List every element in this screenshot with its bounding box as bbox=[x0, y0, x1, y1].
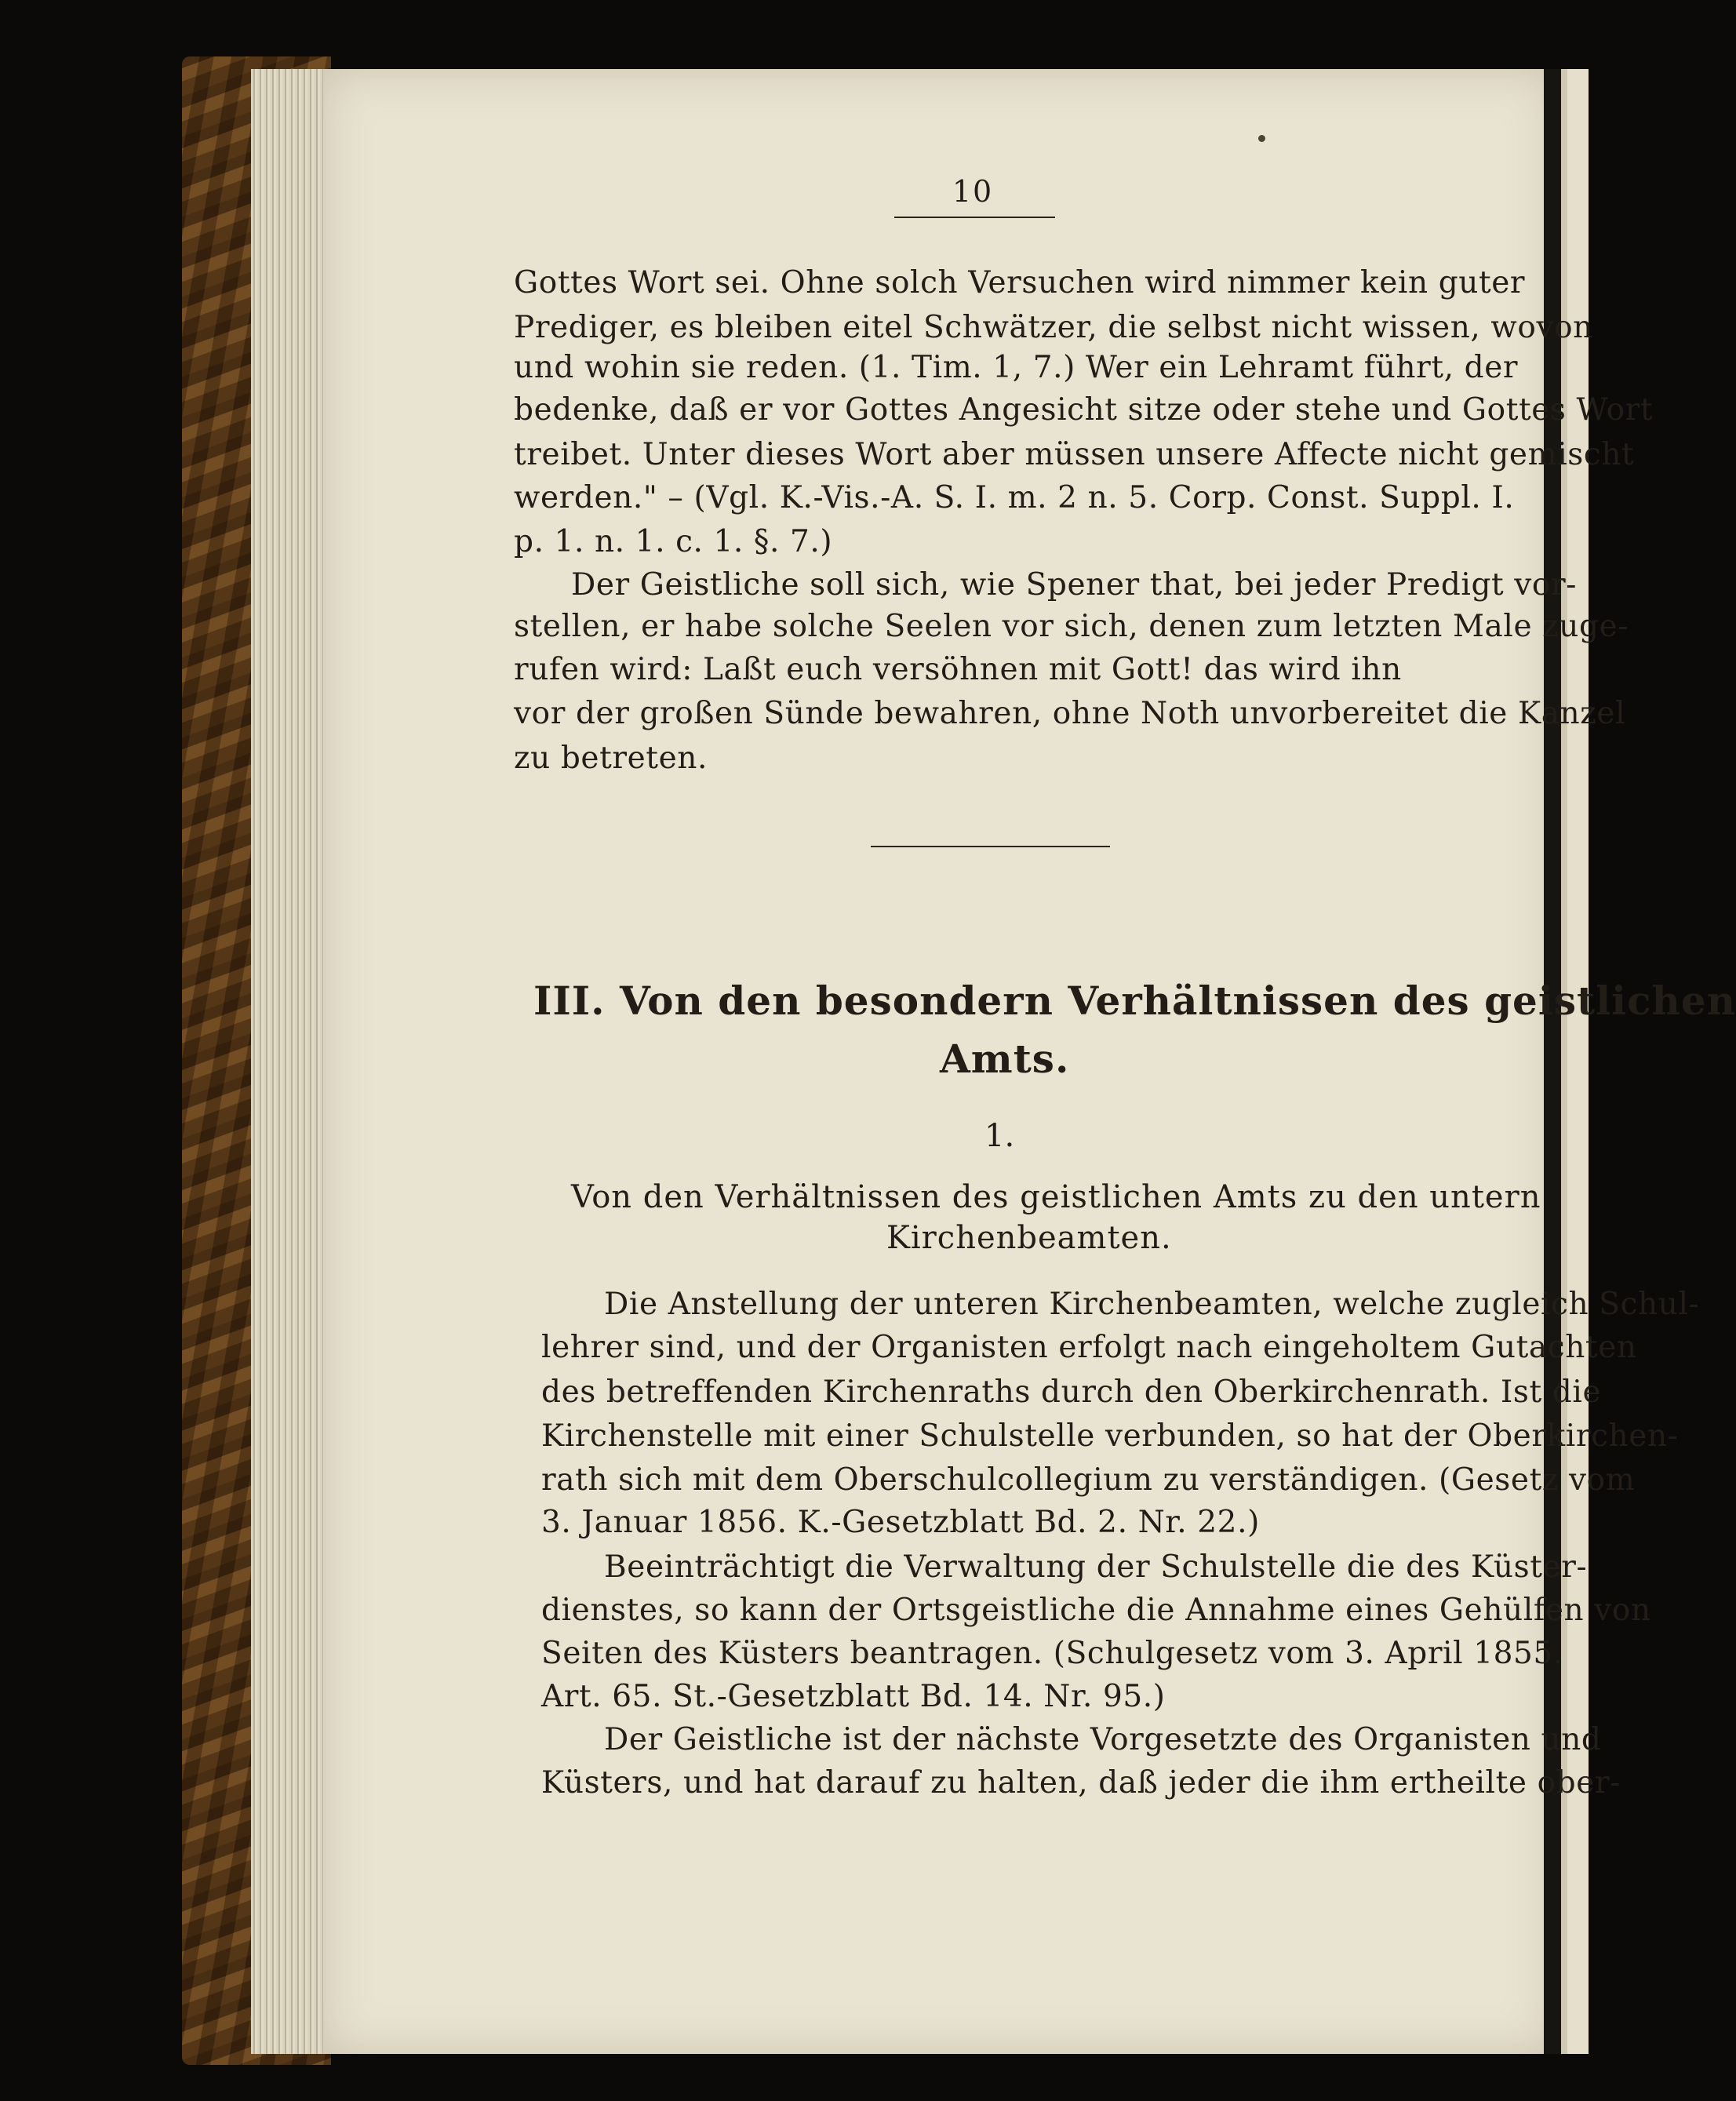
text-line: des betreffenden Kirchenraths durch den Oberkirchenrath. Ist die bbox=[541, 1375, 1602, 1410]
text-line: und wohin sie reden. (1. Tim. 1, 7.) Wer ein Lehramt führt, der bbox=[514, 350, 1519, 385]
ink-spot bbox=[1258, 135, 1265, 142]
subsection-number: 1. bbox=[984, 1118, 1015, 1154]
text-line: werden." – (Vgl. K.-Vis.-A. S. I. m. 2 n. 5. Corp. Const. Suppl. I. bbox=[514, 480, 1515, 515]
section-heading-continued: Amts. bbox=[940, 1036, 1070, 1082]
text-line: Der Geistliche ist der nächste Vorgesetzte des Organisten und bbox=[604, 1722, 1602, 1757]
text-line: lehrer sind, und der Organisten erfolgt nach eingeholtem Gutachten bbox=[541, 1330, 1637, 1365]
page-number-rule bbox=[894, 217, 1055, 218]
text-line: stellen, er habe solche Seelen vor sich, denen zum letzten Male zuge- bbox=[514, 609, 1629, 644]
page-number: 10 bbox=[952, 174, 994, 209]
text-line: Beeinträchtigt die Verwaltung der Schulstelle die des Küster- bbox=[604, 1549, 1588, 1585]
subsection-title-continued: Kirchenbeamten. bbox=[886, 1220, 1172, 1256]
text-line: rufen wird: Laßt euch versöhnen mit Gott! das wird ihn bbox=[514, 652, 1402, 687]
text-line: dienstes, so kann der Ortsgeistliche die Annahme eines Gehülfen von bbox=[541, 1593, 1651, 1628]
section-heading: III. Von den besondern Verhältnissen des geistlichen bbox=[533, 978, 1736, 1024]
text-line: Prediger, es bleiben eitel Schwätzer, die selbst nicht wissen, wovon bbox=[514, 310, 1593, 345]
text-line: Seiten des Küsters beantragen. (Schulgesetz vom 3. April 1855. bbox=[541, 1636, 1563, 1671]
text-line: Die Anstellung der unteren Kirchenbeamten, welche zugleich Schul- bbox=[604, 1287, 1700, 1322]
text-line: bedenke, daß er vor Gottes Angesicht sitze oder stehe und Gottes Wort bbox=[514, 392, 1654, 428]
text-line: Kirchenstelle mit einer Schulstelle verbunden, so hat der Oberkirchen- bbox=[541, 1418, 1679, 1454]
section-divider bbox=[871, 846, 1110, 847]
text-line: vor der großen Sünde bewahren, ohne Noth unvorbereitet die Kanzel bbox=[514, 696, 1626, 731]
text-line: p. 1. n. 1. c. 1. §. 7.) bbox=[514, 524, 833, 559]
text-line: Der Geistliche soll sich, wie Spener that, bei jeder Predigt vor- bbox=[571, 567, 1578, 603]
text-line: Gottes Wort sei. Ohne solch Versuchen wird nimmer kein guter bbox=[514, 265, 1526, 300]
text-line: rath sich mit dem Oberschulcollegium zu verständigen. (Gesetz vom bbox=[541, 1462, 1636, 1498]
text-line: treibet. Unter dieses Wort aber müssen unsere Affecte nicht gemischt bbox=[514, 437, 1635, 472]
text-line: Art. 65. St.-Gesetzblatt Bd. 14. Nr. 95.) bbox=[541, 1679, 1166, 1714]
text-line: 3. Januar 1856. K.-Gesetzblatt Bd. 2. Nr. 22.) bbox=[541, 1505, 1260, 1540]
text-line: zu betreten. bbox=[514, 741, 708, 776]
text-line: Küsters, und hat darauf zu halten, daß jeder die ihm ertheilte ober- bbox=[541, 1765, 1621, 1801]
subsection-title: Von den Verhältnissen des geistlichen Amts zu den untern bbox=[571, 1179, 1541, 1215]
